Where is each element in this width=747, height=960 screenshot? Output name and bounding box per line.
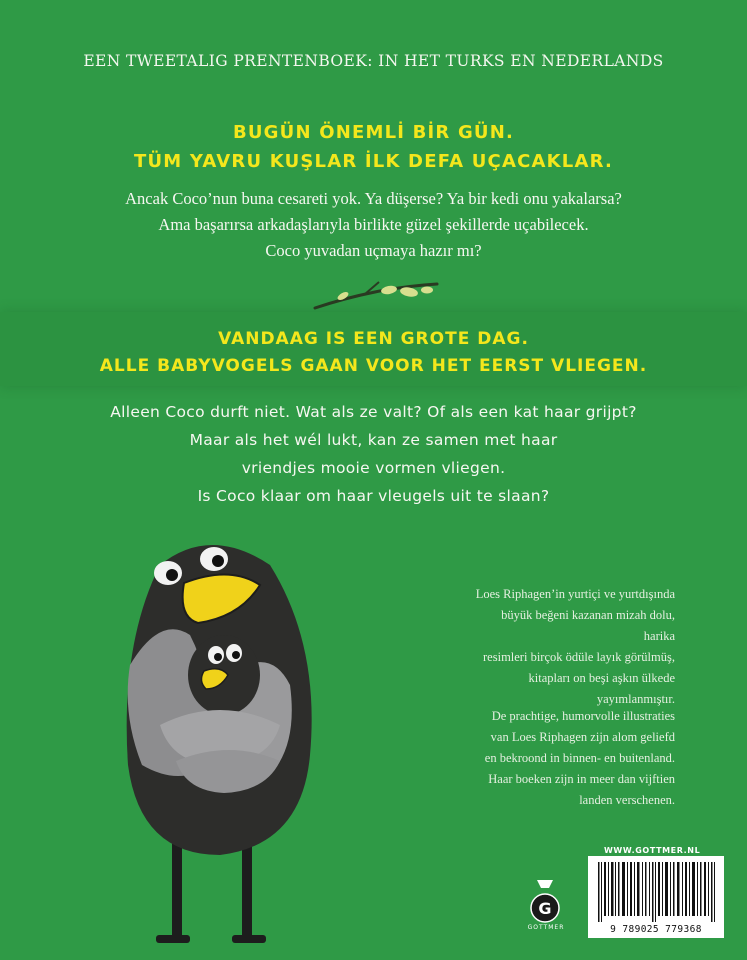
turkish-headline-line-1: BUGÜN ÖNEMLİ BİR GÜN. bbox=[232, 122, 515, 143]
turkish-headline-line-2: TÜM YAVRU KUŞLAR İLK DEFA UÇACAKLAR. bbox=[133, 151, 614, 172]
dutch-headline-line-1: VANDAAG IS EEN GROTE DAG. bbox=[218, 329, 529, 349]
turkish-blurb-line-2: Ama başarırsa arkadaşlarıyla birlikte güzel şekillerde uçabilecek. bbox=[158, 215, 589, 234]
turkish-blurb bbox=[0, 186, 747, 264]
logo-letter: G bbox=[538, 899, 552, 918]
bio-turkish-line-4: kitapları on beşi aşkın ülkede bbox=[528, 671, 675, 685]
dutch-headline-line-2: ALLE BABYVOGELS GAAN VOOR HET EERST VLIEGEN. bbox=[99, 356, 648, 376]
bio-turkish-line-3: resimleri birçok ödüle layık görülmüş, bbox=[483, 650, 675, 664]
dutch-blurb-line-1: Alleen Coco durft niet. Wat als ze valt? Of als een kat haar grijpt? bbox=[110, 403, 637, 421]
bio-turkish-line-2: büyük beğeni kazanan mizah dolu, harika bbox=[501, 608, 675, 643]
bio-turkish-line-5: yayımlanmıştır. bbox=[596, 692, 675, 706]
bird-illustration bbox=[120, 525, 320, 945]
bio-dutch-line-5: landen verschenen. bbox=[579, 793, 675, 807]
dutch-headline bbox=[0, 326, 747, 380]
bio-dutch-line-1: De prachtige, humorvolle illustraties bbox=[491, 709, 675, 723]
barcode-bars bbox=[596, 862, 718, 922]
turkish-blurb-line-3: Coco yuvadan uçmaya hazır mı? bbox=[265, 241, 482, 260]
publisher-website: WWW.GOTTMER.NL bbox=[604, 846, 701, 855]
isbn-number: 9 789025 779368 bbox=[610, 924, 702, 935]
dutch-blurb-line-4: Is Coco klaar om haar vleugels uit te slaan? bbox=[197, 487, 550, 505]
dutch-blurb-line-2: Maar als het wél lukt, kan ze samen met haar bbox=[189, 431, 558, 449]
dutch-blurb bbox=[0, 398, 747, 510]
bilingual-header: EEN TWEETALIG PRENTENBOEK: IN HET TURKS EN NEDERLANDS bbox=[83, 52, 664, 70]
turkish-headline bbox=[0, 118, 747, 176]
isbn-barcode bbox=[588, 856, 724, 938]
turkish-blurb-line-1: Ancak Coco’nun buna cesareti yok. Ya düşerse? Ya bir kedi onu yakalarsa? bbox=[125, 189, 622, 208]
publisher-name: GOTTMER bbox=[527, 924, 565, 931]
bio-dutch-line-2: van Loes Riphagen zijn alom geliefd bbox=[490, 730, 675, 744]
author-bio-turkish bbox=[475, 584, 675, 710]
author-bio-dutch bbox=[475, 706, 675, 811]
branch-illustration bbox=[305, 276, 445, 316]
dutch-blurb-line-3: vriendjes mooie vormen vliegen. bbox=[241, 459, 506, 477]
bio-dutch-line-3: en bekroond in binnen- en buitenland. bbox=[484, 751, 675, 765]
bio-dutch-line-4: Haar boeken zijn in meer dan vijftien bbox=[488, 772, 675, 786]
bio-turkish-line-1: Loes Riphagen’in yurtiçi ve yurtdışında bbox=[475, 587, 675, 601]
